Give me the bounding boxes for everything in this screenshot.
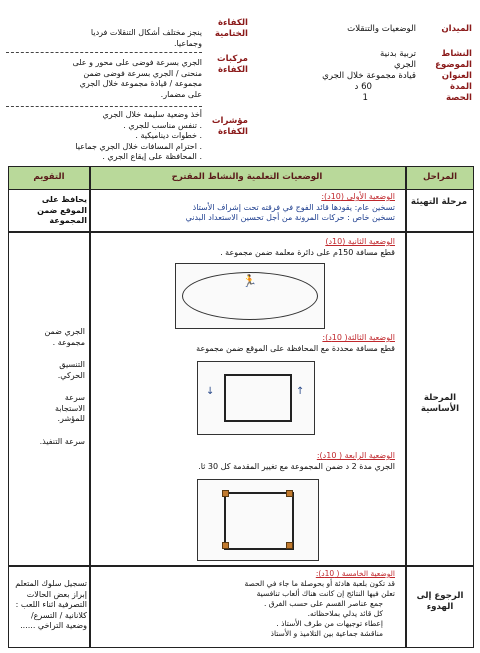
arrow-icon: ↑ xyxy=(296,386,305,397)
row-divider xyxy=(9,231,473,233)
lesson-sheet xyxy=(4,8,476,648)
situation-2: الوضعية الثانية (10د) قطع مسافة 150م على دائرة معلمة ضمن مجموعة . xyxy=(220,237,395,257)
value-topic: الجري xyxy=(393,60,416,70)
value-session: 1 xyxy=(362,93,368,103)
col-header-evaluation: التقويم xyxy=(33,172,65,182)
label-components: مركبات الكفاءة xyxy=(216,54,248,75)
value-field: الوضعيات والتنقلات xyxy=(347,24,416,34)
rect-track xyxy=(224,492,294,550)
col-divider xyxy=(89,167,91,647)
col-header-activities: الوضعيات التعلمية والنشاط المقترح xyxy=(171,172,323,182)
situation-4: الوضعية الرابعة ( 10د): الجري مدة 2 د ضمن المجموعة مع تغيير المقدمة كل 30 ثا. xyxy=(198,451,395,471)
evaluation-cooldown: تسجيل سلوك المتعلم إبراز بعض الحالات التصرفية اثناء اللعب : كلانانية / التسرع/ وضعية التراخي ...... xyxy=(15,579,87,630)
activity-warmup: الوضعية الأولى (10د): تسخين عام: يقودها قائد الفوج في فرقته تحت إشراف الأستاذ تسخين خاص : حركات المرونة من أجل تحسين الاستعداد البدني xyxy=(95,192,395,224)
label-session: الحصة xyxy=(445,93,472,103)
value-activity: تربية بدنية xyxy=(380,49,416,59)
final-competence-text: ينجز مختلف أشكال التنقلات فرديا وجماعيا. xyxy=(90,28,202,48)
cone-icon xyxy=(222,542,229,549)
cone-icon xyxy=(286,542,293,549)
separator xyxy=(6,106,202,107)
indicators-text: أخذ وضعية سليمة خلال الجري . تنفس مناسب للجري . . خطوات ديناميكية . . احترام المسافات خلال الجري جماعيا . المحافظة على إيقاع الجري . xyxy=(75,110,202,161)
col-divider xyxy=(405,167,407,647)
activity-cooldown: الوضعية الخامسة ( 10د): قد تكون بلعبة هادئة أو بحوصلة ما جاء في الحصة تعلن فيها النتائج إن كانت هناك ألعاب تنافسية جمع عناصر القسم على حسب الفرق . كل قائد يدلي بملاحظاته. إعطاء توجيهات من طرف الأستاذ . مناقشة جماعية بين التلاميذ و الأستاذ xyxy=(95,569,395,639)
situation-title: الوضعية الأولى (10د): xyxy=(321,192,395,201)
runner-icon: 🏃 xyxy=(242,274,257,288)
header-right-values xyxy=(294,24,416,104)
cone-icon xyxy=(222,490,229,497)
situation-title: الوضعية الخامسة ( 10د): xyxy=(315,569,395,578)
track-diagram-oval xyxy=(175,263,325,329)
evaluation-warmup: يحافظ على الموقع ضمن المجموعة xyxy=(37,195,87,225)
value-duration: 60 د xyxy=(354,82,372,92)
row-divider xyxy=(9,565,473,567)
stage-main: المرحلة الأساسية xyxy=(420,393,460,414)
cone-icon xyxy=(286,490,293,497)
header-right-labels xyxy=(422,24,472,104)
label-indicators: مؤشرات الكفاءة xyxy=(211,116,248,137)
lesson-table xyxy=(8,166,474,648)
label-topic: الموضوع xyxy=(435,60,472,70)
arrow-icon: ↓ xyxy=(206,386,215,397)
stage-cooldown: الرجوع إلى الهدوء xyxy=(416,591,464,612)
track-diagram-rect xyxy=(197,361,315,435)
track-diagram-cones xyxy=(197,479,319,561)
components-text: الجري بسرعة فوضى على محور و على منحنى / الجري بسرعة فوضى ضمن مجموعة / قيادة مجموعة خلال الجري على مضمار. xyxy=(72,58,202,99)
label-final-competence: الكفاءة الختامية xyxy=(214,18,248,39)
separator xyxy=(6,52,202,53)
label-duration: المدة xyxy=(450,82,472,92)
rect-track xyxy=(224,374,292,422)
evaluation-main: الجري ضمن مجموعة . التنسيق الحركي. سرعة الاستجابة للمؤشر. سرعة التنفيذ. xyxy=(39,327,85,446)
situation-3: الوضعية الثالثة( 10د): قطع مسافة محددة مع المحافظة على الموقع ضمن مجموعة xyxy=(196,333,395,353)
label-field: الميدان xyxy=(441,24,472,34)
label-title: العنوان xyxy=(441,71,472,81)
col-header-stages: المراحل xyxy=(422,172,458,182)
stage-warmup: مرحلة التهيئة xyxy=(410,197,468,207)
value-title: قيادة مجموعة خلال الجري xyxy=(322,71,416,81)
label-activity: النشاط xyxy=(441,49,472,59)
